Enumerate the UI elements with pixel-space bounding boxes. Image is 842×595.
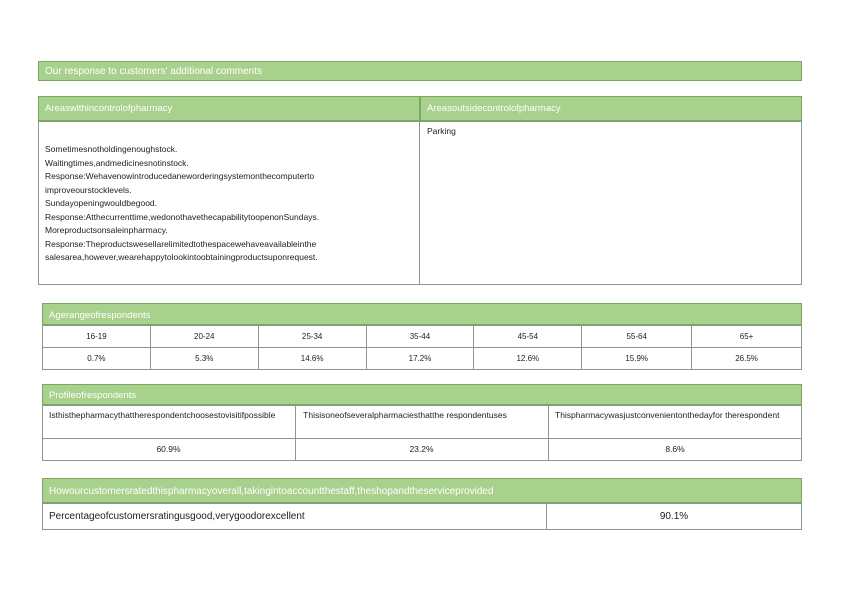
age-value-cell: 12.6% — [474, 348, 582, 370]
age-values-row — [43, 348, 802, 370]
age-range-cell: 16-19 — [43, 326, 151, 348]
rating-label: Percentageofcustomersratingusgood,verygoodorexcellent — [49, 511, 305, 522]
within-line: Response:Atthecurrenttime,wedonothavethecapabilitytoopenonSundays. — [45, 211, 320, 222]
age-range-cell: 20-24 — [150, 326, 258, 348]
age-range-cell: 45-54 — [474, 326, 582, 348]
areas-outside-header: Areasoutsidecontrolofpharmacy — [420, 96, 802, 121]
section-title: Our response to customers' additional comments — [38, 61, 802, 81]
age-value-cell: 15.9% — [582, 348, 692, 370]
profile-col3-label: Thispharmacywasjustconvenientonthedayfor therespondent — [555, 410, 780, 420]
rating-value: 90.1% — [659, 511, 689, 522]
age-value-cell: 0.7% — [43, 348, 151, 370]
within-line: Waitingtimes,andmedicinesnotinstock. — [45, 157, 189, 168]
age-value-cell: 5.3% — [150, 348, 258, 370]
age-table — [42, 325, 802, 370]
within-line: Sundayopeningwouldbegood. — [45, 198, 158, 208]
profile-col1-label: Isthisthepharmacythattherespondentchoosestovisitifpossible — [49, 410, 276, 420]
profile-col2-value: 23.2% — [409, 444, 434, 454]
within-line: salesarea,however,wearehappytolookintoobtainingproductsuponrequest. — [45, 252, 318, 262]
age-range-cell: 35-44 — [366, 326, 474, 348]
age-value-cell: 14.6% — [258, 348, 366, 370]
profile-col2-label: Thisisoneofseveralpharmaciesthatthe respondentuses — [303, 410, 507, 420]
age-value-cell: 26.5% — [692, 348, 802, 370]
within-line: Response:Wehavenowintroducedaneworderingsystemonthecomputerto — [45, 171, 315, 181]
age-value-cell: 17.2% — [366, 348, 474, 370]
areas-outside-text: Parking — [427, 126, 456, 136]
age-range-cell: 25-34 — [258, 326, 366, 348]
rating-header: Howourcustomersratedthispharmacyoverall,takingintoaccountthestaff,theshopandtheserviceprovided — [42, 478, 802, 503]
profile-col1-value: 60.9% — [156, 444, 181, 454]
profile-col3-value: 8.6% — [665, 444, 685, 454]
within-line: Moreproductsonsaleinpharmacy. — [45, 225, 168, 235]
within-line: Sometimesnotholdingenoughstock. — [45, 144, 178, 154]
profile-divider — [42, 438, 802, 439]
within-line: improveourstocklevels. — [45, 184, 132, 195]
areas-within-text — [45, 143, 415, 265]
age-ranges-row — [43, 326, 802, 348]
age-range-header: Agerangeofrespondents — [42, 303, 802, 325]
areas-within-header: Areaswithincontrolofpharmacy — [38, 96, 420, 121]
within-line: Response:Theproductswesellarelimitedtothespacewehaveavailableinthe — [45, 238, 317, 249]
profile-header: Profileofrespondents — [42, 384, 802, 405]
age-range-cell: 65+ — [692, 326, 802, 348]
areas-outside-box — [419, 121, 802, 285]
age-range-cell: 55-64 — [582, 326, 692, 348]
